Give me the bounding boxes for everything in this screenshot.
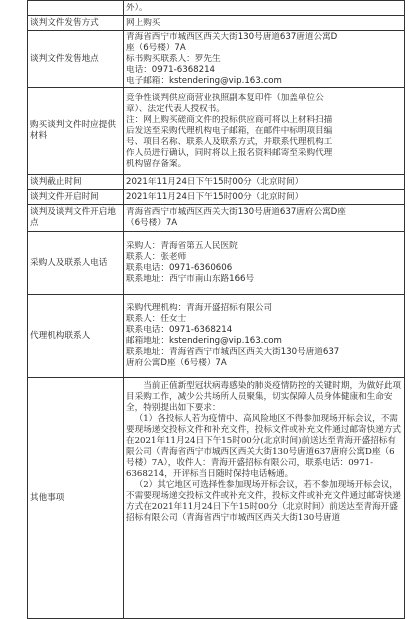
value-line: 采购代理机构：青海开盛招标有限公司 [126,303,273,313]
value-line: 2021年11月24日下午15时00分（北京时间） [126,191,304,202]
table-row [28,88,405,175]
value-line: 号、项目名称、联系人及联系方式，并联系代理机构工 [126,136,333,147]
value-line: 外）。 [126,2,148,13]
table-row [28,31,405,88]
value-line: 注：网上购买磋商文件的投标供应商可将以上材料扫描 [126,114,333,125]
row-value [124,175,405,190]
row-value [124,205,405,232]
value-line: 后发送至采购代理机构电子邮箱，在邮件中标明项目编 [126,125,333,136]
value-line: 机构留存备案。 [126,158,187,169]
row-value [124,88,405,175]
row-label: 谈判截止时间 [28,175,124,190]
table-row [28,190,405,205]
value-line: 采购人：青海省第五人民医院 [126,241,238,251]
table-row [28,232,405,295]
row-label: 谈判及谈判文件开启地点 [28,205,124,232]
table-row [28,205,405,232]
row-label: 代理机构联系人 [28,295,124,378]
value-line: 电子邮箱：kstendering@vip.163.com [126,75,282,86]
notes-intro: 当前正值新型冠状病毒感染的肺炎疫情防控的关键时期，为做好此项目采购工作，减少公共场所人员聚集，切实保障人员身体健康和生命安全，特别提出如下要求： [126,381,402,413]
row-value [124,232,405,295]
value-line: 青海省西宁市城西区西关大街130号唐道637唐府公寓D座 [126,207,346,217]
value-line: （6号楼）7A [126,218,178,228]
value-line: 2021年11月24日下午15时00分（北京时间） [126,176,304,187]
value-line: 联系地址：青海省西宁市城西区西关大街130号唐道637 [126,347,340,357]
value-line: 联系人：张老师 [126,252,187,262]
value-line: 唐府公寓D座（6号楼）7A [126,358,227,368]
value-line: 网上购买 [126,17,161,28]
value-line: 联系人：任女士 [126,314,187,324]
value-line: 座（6号楼）7A [126,42,186,53]
table-row [28,175,405,190]
value-line: 电话：0971-6368214 [126,64,216,75]
bidding-info-table [27,0,405,619]
notes-item-2: （2）其它地区可选择性参加现场开标会议，若不参加现场开标会议，不需要现场递交投标文件或补充文件，投标文件或补充文件通过邮寄快递方式在2021年11月24日下午15时00分（北京时间）前送达至青海开盛招标有限公司（青海省西宁市城西区西关大街130号唐道 [126,480,402,523]
value-line: 作人员进行确认，同时将以上报名资料邮寄至采购代理 [126,147,333,158]
value-line: 竞争性谈判供应商营业执照副本复印件（加盖单位公 [126,92,324,103]
row-value [124,1,405,16]
value-line: 联系地址：西宁市南山东路166号 [126,274,255,284]
row-label: 谈判文件开启时间 [28,190,124,205]
value-line: 章）、法定代表人授权书。 [126,103,225,114]
row-label: 采购人及联系人电话 [28,232,124,295]
row-value [124,16,405,31]
other-matters-content [124,378,405,619]
table-row [28,1,405,16]
row-label: 购买谈判文件时应提供材料 [28,88,124,175]
row-value [124,190,405,205]
row-value [124,295,405,378]
table-row [28,295,405,378]
value-line: 联系电话：0971-6368214 [126,325,233,335]
value-line: 联系电话：0971-6360606 [126,263,233,273]
row-label-other-matters: 其他事项 [28,378,124,619]
row-label [28,1,124,16]
value-line: 青海省西宁市城西区西关大街130号唐道637唐道公寓D [126,31,338,42]
value-line: 邮箱地址：kstendering@vip.163.com [126,336,282,346]
notes-item-1: （1）各投标人若为疫情中、高风险地区不得参加现场开标会议，不需要现场递交投标文件和补充文件，投标文件或补充文件通过邮寄快递方式在2021年11月24日下午15时00分(北京时间)前送达至青海开盛招标有限公司（青海省西宁市城西区西关大街130号唐道637唐府公寓D座（6号楼）7A），收件人：青海开盛招标有限公司，联系电话：0971-6368214，开评标当日随时保持电话畅通。 [126,414,402,479]
value-line: 标书购买联系人：罗先生 [126,53,221,64]
table-row [28,378,405,619]
row-label: 谈判文件发售地点 [28,31,124,88]
table-row [28,16,405,31]
row-label: 谈判文件发售方式 [28,16,124,31]
row-value [124,31,405,88]
